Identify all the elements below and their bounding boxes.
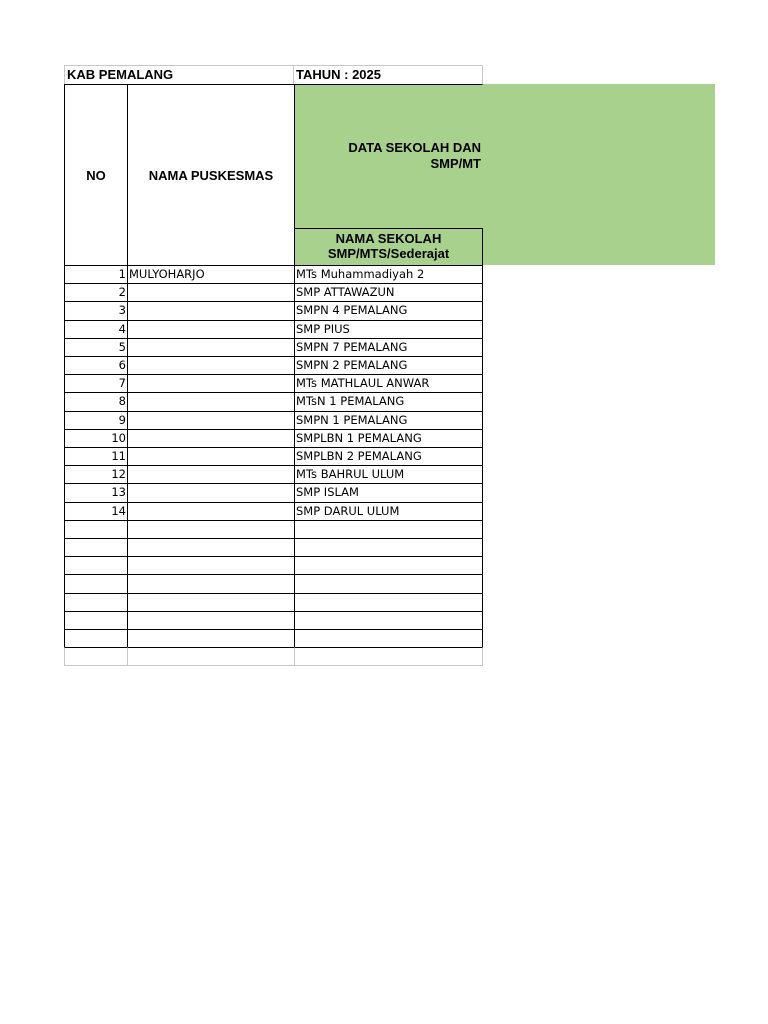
- data-title-line-1: DATA SEKOLAH DAN: [348, 140, 481, 155]
- row-sekolah-cell: SMPN 1 PEMALANG: [294, 411, 483, 430]
- row-sekolah-cell: [294, 574, 483, 593]
- row-no-cell: 4: [64, 320, 128, 339]
- sekolah-header-line-1: NAMA SEKOLAH: [335, 231, 442, 246]
- tahun-label: TAHUN : 2025: [293, 65, 483, 85]
- row-no-cell: 1: [64, 265, 128, 284]
- row-no-cell: [64, 574, 128, 593]
- row-no-cell: 5: [64, 338, 128, 357]
- row-no-cell: [64, 647, 128, 666]
- row-puskesmas-cell: [127, 502, 295, 521]
- row-puskesmas-cell: [127, 411, 295, 430]
- row-sekolah-cell: [294, 520, 483, 539]
- row-no-cell: 13: [64, 483, 128, 502]
- row-puskesmas-cell: [127, 338, 295, 357]
- row-no-cell: [64, 538, 128, 557]
- row-no-cell: 9: [64, 411, 128, 430]
- row-sekolah-cell: SMP PIUS: [294, 320, 483, 339]
- data-title-line-2: SMP/MT: [430, 156, 481, 171]
- row-no-cell: 7: [64, 374, 128, 393]
- row-puskesmas-cell: [127, 483, 295, 502]
- row-puskesmas-cell: [127, 301, 295, 320]
- row-no-cell: [64, 611, 128, 630]
- row-sekolah-cell: [294, 538, 483, 557]
- puskesmas-column-header: [127, 84, 295, 266]
- row-no-cell: 3: [64, 301, 128, 320]
- row-sekolah-cell: SMPN 4 PEMALANG: [294, 301, 483, 320]
- row-sekolah-cell: SMPN 7 PEMALANG: [294, 338, 483, 357]
- row-no-cell: 8: [64, 392, 128, 411]
- row-no-cell: [64, 593, 128, 612]
- row-no-cell: [64, 556, 128, 575]
- row-puskesmas-cell: [127, 465, 295, 484]
- row-no-cell: 2: [64, 283, 128, 302]
- row-puskesmas-cell: [127, 356, 295, 375]
- sekolah-column-header: [294, 228, 483, 266]
- row-puskesmas-cell: [127, 611, 295, 630]
- row-puskesmas-cell: [127, 593, 295, 612]
- row-sekolah-cell: [294, 647, 483, 666]
- row-puskesmas-cell: [127, 647, 295, 666]
- row-sekolah-cell: SMPN 2 PEMALANG: [294, 356, 483, 375]
- row-puskesmas-cell: [127, 538, 295, 557]
- row-no-cell: 10: [64, 429, 128, 448]
- puskesmas-header-text: NAMA PUSKESMAS: [148, 167, 274, 183]
- row-puskesmas-cell: [127, 429, 295, 448]
- row-sekolah-cell: SMP ATTAWAZUN: [294, 283, 483, 302]
- row-no-cell: [64, 520, 128, 539]
- row-puskesmas-cell: [127, 392, 295, 411]
- data-sekolah-title: [294, 140, 483, 180]
- row-sekolah-cell: SMP ISLAM: [294, 483, 483, 502]
- row-puskesmas-cell: [127, 283, 295, 302]
- row-sekolah-cell: MTs BAHRUL ULUM: [294, 465, 483, 484]
- no-column-header: [64, 84, 128, 266]
- row-sekolah-cell: SMP DARUL ULUM: [294, 502, 483, 521]
- row-no-cell: 11: [64, 447, 128, 466]
- row-puskesmas-cell: [127, 374, 295, 393]
- row-puskesmas-cell: [127, 629, 295, 648]
- row-no-cell: 6: [64, 356, 128, 375]
- sekolah-header-line-2: SMP/MTS/Sederajat: [327, 246, 450, 261]
- row-no-cell: 14: [64, 502, 128, 521]
- kab-label: KAB PEMALANG: [64, 65, 294, 85]
- row-no-cell: [64, 629, 128, 648]
- row-sekolah-cell: SMPLBN 1 PEMALANG: [294, 429, 483, 448]
- row-sekolah-cell: [294, 611, 483, 630]
- no-header-text: NO: [86, 167, 106, 183]
- row-puskesmas-cell: [127, 574, 295, 593]
- row-puskesmas-cell: [127, 556, 295, 575]
- row-no-cell: 12: [64, 465, 128, 484]
- row-sekolah-cell: [294, 593, 483, 612]
- row-sekolah-cell: MTs MATHLAUL ANWAR: [294, 374, 483, 393]
- row-puskesmas-cell: MULYOHARJO: [127, 265, 295, 284]
- row-sekolah-cell: MTsN 1 PEMALANG: [294, 392, 483, 411]
- row-puskesmas-cell: [127, 447, 295, 466]
- row-sekolah-cell: [294, 556, 483, 575]
- row-puskesmas-cell: [127, 320, 295, 339]
- row-sekolah-cell: [294, 629, 483, 648]
- row-sekolah-cell: MTs Muhammadiyah 2: [294, 265, 483, 284]
- row-sekolah-cell: SMPLBN 2 PEMALANG: [294, 447, 483, 466]
- row-puskesmas-cell: [127, 520, 295, 539]
